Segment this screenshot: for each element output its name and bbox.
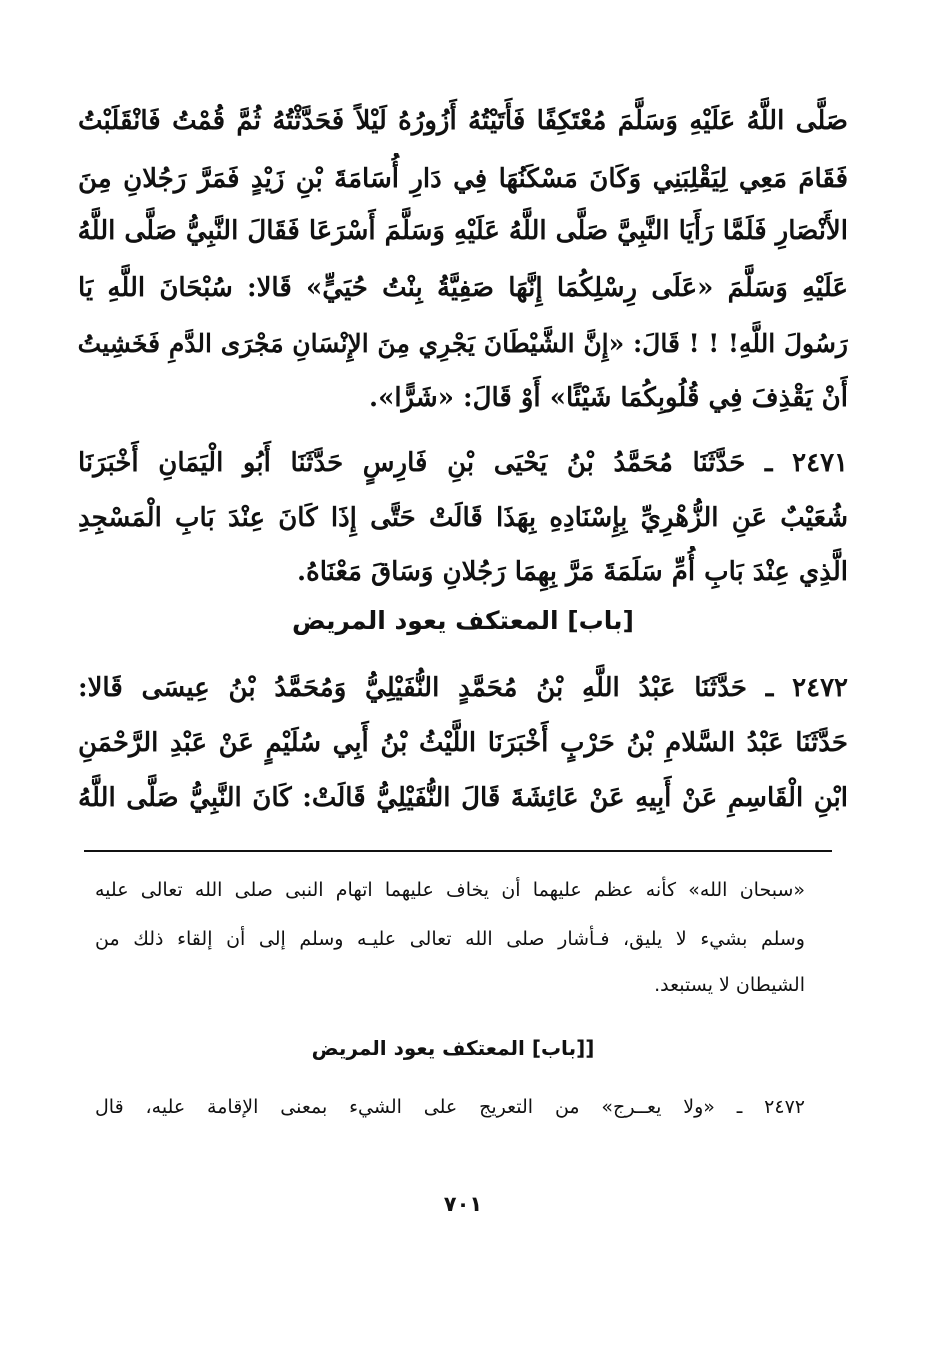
hadith-2471-line: شُعَيْبٌ عَنِ الزُّهْرِيِّ بِإِسْنَادِهِ بِهَذَا قَالَتْ حَتَّى إِذَا كَانَ عِنْدَ بَابِ الْمَسْجِدِ: [78, 503, 848, 533]
hadith-2472-line: ٢٤٧٢ ـ حَدَّثَنَا عَبْدُ اللَّهِ بْنُ مُحَمَّدٍ النُّفَيْلِيُّ وَمُحَمَّدُ بْنُ عِيسَى قَالا:: [78, 673, 848, 703]
hadith-2472-line: حَدَّثَنَا عَبْدُ السَّلامِ بْنُ حَرْبٍ أَخْبَرَنَا اللَّيْثُ بْنُ أَبِي سُلَيْمٍ عَنْ عَبْدِ الرَّحْمَنِ: [78, 728, 848, 758]
main-text-line: عَلَيْهِ وَسَلَّمَ «عَلَى رِسْلِكُمَا إِنَّهَا صَفِيَّةُ بِنْتُ حُيَيٍّ» قَالا: سُبْحَانَ اللَّهِ يَا: [78, 273, 848, 303]
main-text-line: صَلَّى اللَّهُ عَلَيْهِ وَسَلَّمَ مُعْتَكِفًا فَأَتَيْتُهُ أَزُورُهُ لَيْلاً فَحَدَّثْتُهُ ثُمَّ قُمْتُ فَانْقَلَبْتُ: [78, 106, 848, 136]
footnote-line: «سبحان الله» كأنه عظم عليهما أن يخاف عليهما اتهام النبى صلى الله تعالى عليه: [95, 879, 805, 901]
hadith-2472-line: ابْنِ الْقَاسِمِ عَنْ أَبِيهِ عَنْ عَائِشَةَ قَالَ النُّفَيْلِيُّ قَالَتْ: كَانَ النَّبِيُّ صَلَّى اللَّهُ: [78, 783, 848, 813]
main-text-line: أَنْ يَقْذِفَ فِي قُلُوبِكُمَا شَيْئًا» أَوْ قَالَ: «شَرًّا».: [369, 383, 848, 413]
chapter-heading: [باب] المعتكف يعود المريض: [292, 606, 634, 635]
hadith-2471-line: ٢٤٧١ ـ حَدَّثَنَا مُحَمَّدُ بْنُ يَحْيَى بْنِ فَارِسٍ حَدَّثَنَا أَبُو الْيَمَانِ أَخْبَرَنَا: [78, 448, 848, 478]
main-text-line: فَقَامَ مَعِي لِيَقْلِبَنِي وَكَانَ مَسْكَنُهَا فِي دَارِ أُسَامَةَ بْنِ زَيْدٍ فَمَرَّ رَجُلانِ مِنَ: [78, 164, 848, 194]
footnote-chapter-heading: [[باب] المعتكف يعود المريض: [311, 1036, 595, 1060]
footnote-2472: ٢٤٧٢ ـ «ولا يعــرج» من التعريج على الشيء بمعنى الإقامة عليه، قال: [95, 1096, 805, 1118]
main-text-line: رَسُولَ اللَّهِ! ! ! قَالَ: «إِنَّ الشَّيْطَانَ يَجْرِي مِنَ الإِنْسَانِ مَجْرَى الدَّمِ فَخَشِيتُ: [78, 329, 848, 358]
footnote-line: وسلم بشيء لا يليق، فـأشار صلى الله تعالى عليـه وسلم إلى أن إلقاء ذلك من: [95, 928, 805, 950]
page-number: ٧٠١: [443, 1192, 483, 1216]
main-text-line: الأَنْصَارِ فَلَمَّا رَأَيَا النَّبِيَّ صَلَّى اللَّهُ عَلَيْهِ وَسَلَّمَ أَسْرَعَا فَقَالَ النَّبِيُّ صَلَّى اللَّهُ: [78, 216, 848, 246]
hadith-2471-line: الَّذِي عِنْدَ بَابِ أُمِّ سَلَمَةَ مَرَّ بِهِمَا رَجُلانِ وَسَاقَ مَعْنَاهُ.: [297, 557, 848, 587]
footnote-divider: [84, 850, 832, 852]
footnote-line: الشيطان لا يستبعد.: [654, 974, 805, 996]
